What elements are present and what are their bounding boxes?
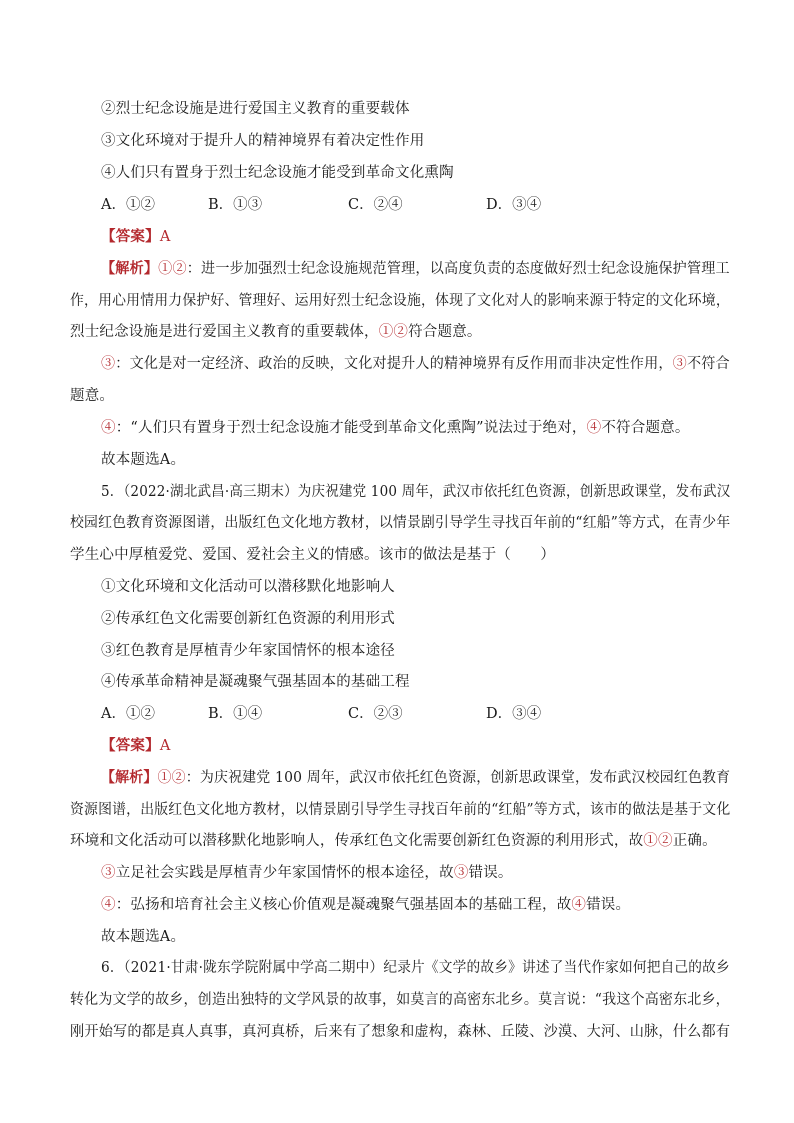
q5-analysis-label: 【解析】 bbox=[101, 769, 158, 786]
q5-analysis-ref: ③ bbox=[101, 865, 116, 881]
q5-analysis-p1-line1 bbox=[101, 768, 730, 788]
q5-analysis-ref: ①② bbox=[643, 833, 673, 849]
q4-option-b: B．①③ bbox=[208, 197, 263, 213]
q4-analysis-ref: ③ bbox=[672, 356, 687, 372]
q5-analysis-p1-line2: 资源图谱，出版红色文化地方教材，以情景剧引导学生寻找百年前的“红船”等方式，该市的做法是基于文化 bbox=[70, 802, 731, 818]
q4-analysis-text: 不符合 bbox=[686, 356, 730, 372]
q4-statement-4: ④人们只有置身于烈士纪念设施才能受到革命文化熏陶 bbox=[101, 165, 454, 181]
q4-option-c: C．②④ bbox=[348, 197, 403, 213]
q5-option-b: B．①④ bbox=[208, 706, 263, 722]
q4-analysis-text: 不符合题意。 bbox=[601, 420, 690, 436]
q4-statement-3: ③文化环境对于提升人的精神境界有着决定性作用 bbox=[101, 133, 425, 149]
q5-option-d: D．③④ bbox=[486, 706, 542, 722]
q5-analysis-p3-line1 bbox=[101, 895, 630, 915]
q4-answer bbox=[101, 227, 170, 247]
q4-conclusion: 故本题选A。 bbox=[101, 452, 186, 468]
q5-analysis-ref: ③ bbox=[453, 865, 469, 881]
q5-analysis-ref: ④ bbox=[571, 897, 587, 913]
q4-analysis-text: ：文化是对一定经济、政治的反映，文化对提升人的精神境界有反作用而非决定性作用， bbox=[115, 356, 673, 372]
q4-option-a: A．①② bbox=[101, 197, 155, 213]
q5-statement-3: ③红色教育是厚植青少年家国情怀的根本途径 bbox=[101, 643, 395, 659]
q4-analysis-p1-line3 bbox=[70, 322, 482, 342]
q5-analysis-text: 错误。 bbox=[586, 897, 631, 913]
q5-analysis-p2-line1 bbox=[101, 863, 513, 883]
q5-stem-line1: 5．（2022·湖北武昌·高三期末）为庆祝建党 100 周年，武汉市依托红色资源，创新思政课堂，发布武汉 bbox=[101, 484, 731, 500]
q5-answer-value: A bbox=[159, 738, 171, 754]
q5-analysis-text: ：为庆祝建党 100 周年，武汉市依托红色资源，创新思政课堂，发布武汉校园红色教育 bbox=[185, 770, 731, 786]
q4-analysis-p2-line1 bbox=[101, 354, 730, 374]
q5-conclusion: 故本题选A。 bbox=[101, 929, 186, 945]
q5-statement-2: ②传承红色文化需要创新红色资源的利用形式 bbox=[101, 611, 395, 627]
q4-statement-2: ②烈士纪念设施是进行爱国主义教育的重要载体 bbox=[101, 101, 410, 117]
q4-option-d: D．③④ bbox=[486, 197, 542, 213]
q4-analysis-ref: ④ bbox=[586, 420, 602, 436]
q4-analysis-ref: ④ bbox=[101, 420, 116, 436]
q5-analysis-ref: ④ bbox=[101, 897, 116, 913]
q4-analysis-ref: ③ bbox=[101, 356, 116, 372]
q4-analysis-ref: ①② bbox=[378, 324, 409, 340]
q5-statement-1: ①文化环境和文化活动可以潜移默化地影响人 bbox=[101, 579, 395, 595]
q4-analysis-text: ：进一步加强烈士纪念设施规范管理，以高度负责的态度做好烈士纪念设施保护管理工 bbox=[186, 261, 730, 277]
q5-stem-line3: 学生心中厚植爱党、爱国、爱社会主义的情感。该市的做法是基于（ ） bbox=[70, 547, 556, 563]
q5-analysis-text: 正确。 bbox=[672, 833, 717, 849]
q4-analysis-text: 烈士纪念设施是进行爱国主义教育的重要载体， bbox=[70, 324, 379, 340]
q5-analysis-ref: ①② bbox=[157, 770, 186, 786]
q5-option-a: A．①② bbox=[101, 706, 155, 722]
q4-analysis-text: 符合题意。 bbox=[408, 324, 482, 340]
q5-statement-4: ④传承革命精神是凝魂聚气强基固本的基础工程 bbox=[101, 674, 410, 690]
q5-answer bbox=[101, 736, 170, 756]
q5-stem-line2: 校园红色教育资源图谱，出版红色文化地方教材，以情景剧引导学生寻找百年前的“红船”等方式，在青少年 bbox=[70, 515, 731, 531]
q5-option-c: C．②③ bbox=[348, 706, 403, 722]
q4-analysis-text: ：“人们只有置身于烈士纪念设施才能受到革命文化熏陶”说法过于绝对， bbox=[115, 420, 587, 436]
q4-analysis-p2-line2: 题意。 bbox=[70, 388, 115, 404]
q4-analysis-ref: ①② bbox=[158, 261, 187, 277]
q4-analysis-p3-line1 bbox=[101, 418, 690, 438]
q4-answer-label: 【答案】 bbox=[101, 228, 160, 245]
q4-analysis-label: 【解析】 bbox=[101, 260, 159, 277]
q5-analysis-p1-line3 bbox=[70, 831, 717, 851]
q5-analysis-text: 环境和文化活动可以潜移默化地影响人，传承红色文化需要创新红色资源的利用形式，故 bbox=[70, 833, 644, 849]
q5-analysis-text: 立足社会实践是厚植青少年家国情怀的根本途径，故 bbox=[115, 865, 454, 881]
q5-analysis-text: ：弘扬和培育社会主义核心价值观是凝魂聚气强基固本的基础工程，故 bbox=[115, 897, 572, 913]
q5-analysis-text: 错误。 bbox=[468, 865, 513, 881]
q4-analysis-p1-line2: 作，用心用情用力保护好、管理好、运用好烈士纪念设施，体现了文化对人的影响来源于特定的文化环境， bbox=[70, 293, 730, 309]
q5-answer-label: 【答案】 bbox=[101, 737, 160, 754]
q4-analysis-p1-line1 bbox=[101, 259, 730, 279]
q6-stem-line1: 6．（2021·甘肃·陇东学院附属中学高二期中）纪录片《文学的故乡》讲述了当代作家如何把自己的故乡 bbox=[101, 960, 730, 976]
q4-answer-value: A bbox=[159, 229, 171, 245]
q6-stem-line3: 刚开始写的都是真人真事，真河真桥，后来有了想象和虚构，森林、丘陵、沙漠、大河、山脉，什么都有 bbox=[70, 1024, 731, 1040]
q6-stem-line2: 转化为文学的故乡，创造出独特的文学风景的故事，如莫言的高密东北乡。莫言说：“我这个高密东北乡， bbox=[70, 992, 730, 1008]
